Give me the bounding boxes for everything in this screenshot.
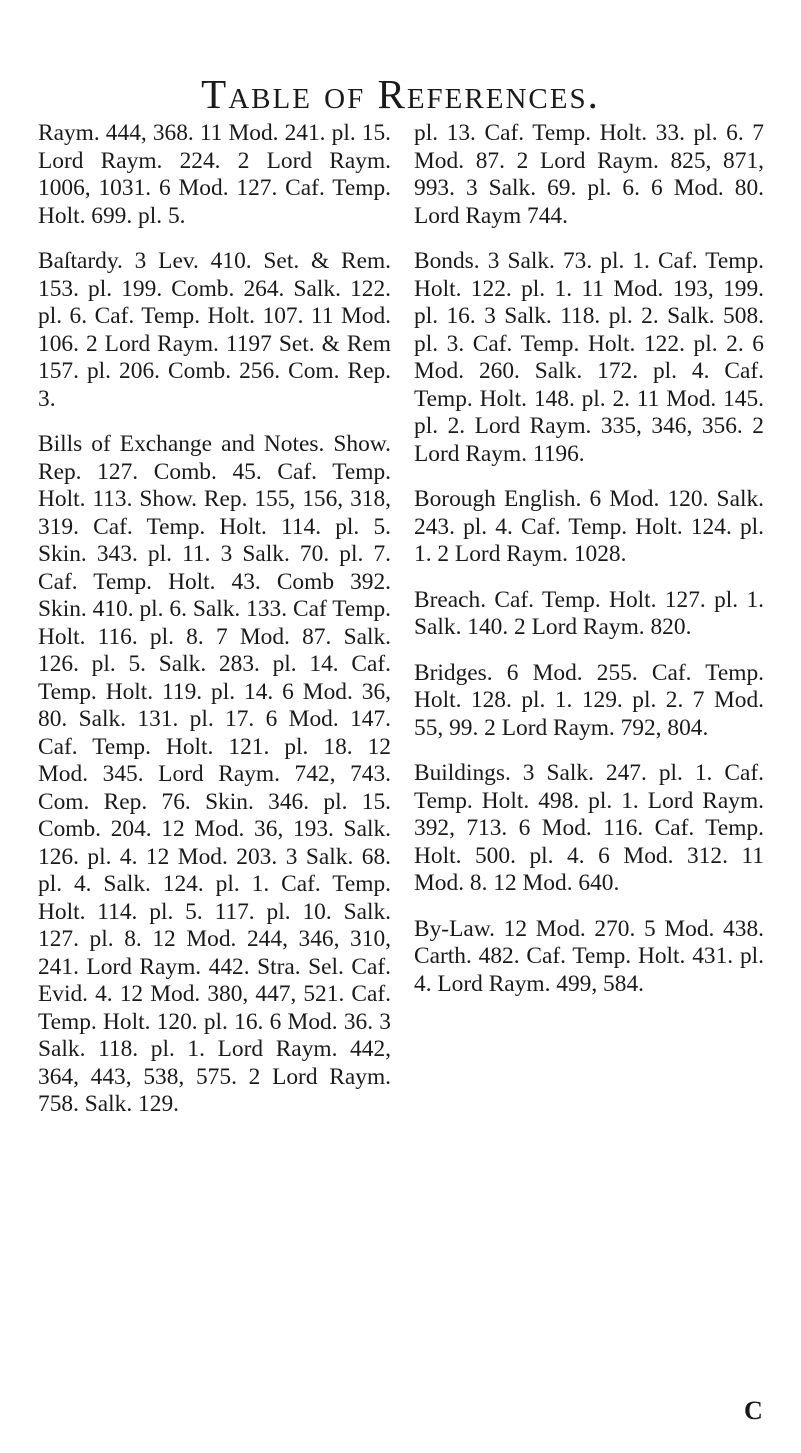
entry-bastardy: Baſtardy. 3 Lev. 410. Set. & Rem. 153. pl. 199. Comb. 264. Salk. 122. pl. 6. Caf. Temp. Holt. 107. 11 Mod. 106. 2 Lord Raym. 1197 Set. & Rem 157. pl. 206. Comb. 256. Com. Rep. 3. bbox=[38, 248, 391, 412]
left-column bbox=[38, 120, 391, 1137]
entry-bills-of-exchange: Bills of Exchange and Notes. Show. Rep. 127. Comb. 45. Caf. Temp. Holt. 113. Show. Rep. 155, 156, 318, 319. Caf. Temp. Holt. 114. pl. 5. Skin. 343. pl. 11. 3 Salk. 70. pl. 7. Caf. Temp. Holt. 43. Comb 392. Skin. 410. pl. 6. Salk. 133. Caf Temp. Holt. 116. pl. 8. 7 Mod. 87. Salk. 126. pl. 5. Salk. 283. pl. 14. Caf. Temp. Holt. 119. pl. 14. 6 Mod. 36, 80. Salk. 131. pl. 17. 6 Mod. 147. Caf. Temp. Holt. 121. pl. 18. 12 Mod. 345. Lord Raym. 742, 743. Com. Rep. 76. Skin. 346. pl. 15. Comb. 204. 12 Mod. 36, 193. Salk. 126. pl. 4. 12 Mod. 203. 3 Salk. 68. pl. 4. Salk. 124. pl. 1. Caf. Temp. Holt. 114. pl. 5. 117. pl. 10. Salk. 127. pl. 8. 12 Mod. 244, 346, 310, 241. Lord Raym. 442. Stra. Sel. Caf. Evid. 4. 12 Mod. 380, 447, 521. Caf. Temp. Holt. 120. pl. 16. 6 Mod. 36. 3 Salk. 118. pl. 1. Lord Raym. 442, 364, 443, 538, 575. 2 Lord Raym. 758. Salk. 129. bbox=[38, 431, 391, 1117]
entry-breach: Breach. Caf. Temp. Holt. 127. pl. 1. Salk. 140. 2 Lord Raym. 820. bbox=[414, 586, 764, 640]
entry-continued-references: pl. 13. Caf. Temp. Holt. 33. pl. 6. 7 Mod. 87. 2 Lord Raym. 825, 871, 993. 3 Salk. 69. pl. 6. 6 Mod. 80. Lord Raym 744. bbox=[414, 120, 764, 229]
right-column bbox=[414, 120, 764, 1016]
entry-raym-continued: Raym. 444, 368. 11 Mod. 241. pl. 15. Lord Raym. 224. 2 Lord Raym. 1006, 1031. 6 Mod. 127. Caf. Temp. Holt. 699. pl. 5. bbox=[38, 120, 391, 229]
entry-bonds: Bonds. 3 Salk. 73. pl. 1. Caf. Temp. Holt. 122. pl. 1. 11 Mod. 193, 199. pl. 16. 3 Salk. 118. pl. 2. Salk. 508. pl. 3. Caf. Temp. Holt. 122. pl. 2. 6 Mod. 260. Salk. 172. pl. 4. Caf. Temp. Holt. 148. pl. 2. 11 Mod. 145. pl. 2. Lord Raym. 335, 346, 356. 2 Lord Raym. 1196. bbox=[414, 248, 764, 467]
entry-bridges: Bridges. 6 Mod. 255. Caf. Temp. Holt. 128. pl. 1. 129. pl. 2. 7 Mod. 55, 99. 2 Lord Raym. 792, 804. bbox=[414, 659, 764, 741]
catchword: C bbox=[744, 1396, 763, 1425]
entry-by-law: By-Law. 12 Mod. 270. 5 Mod. 438. Carth. 482. Caf. Temp. Holt. 431. pl. 4. Lord Raym. 499, 584. bbox=[414, 915, 764, 997]
page-title: Table of References. bbox=[201, 71, 600, 117]
entry-borough-english: Borough English. 6 Mod. 120. Salk. 243. pl. 4. Caf. Temp. Holt. 124. pl. 1. 2 Lord Raym. 1028. bbox=[414, 486, 764, 567]
entry-buildings: Buildings. 3 Salk. 247. pl. 1. Caf. Temp. Holt. 498. pl. 1. Lord Raym. 392, 713. 6 Mod. 116. Caf. Temp. Holt. 500. pl. 4. 6 Mod. 312. 11 Mod. 8. 12 Mod. 640. bbox=[414, 760, 764, 896]
